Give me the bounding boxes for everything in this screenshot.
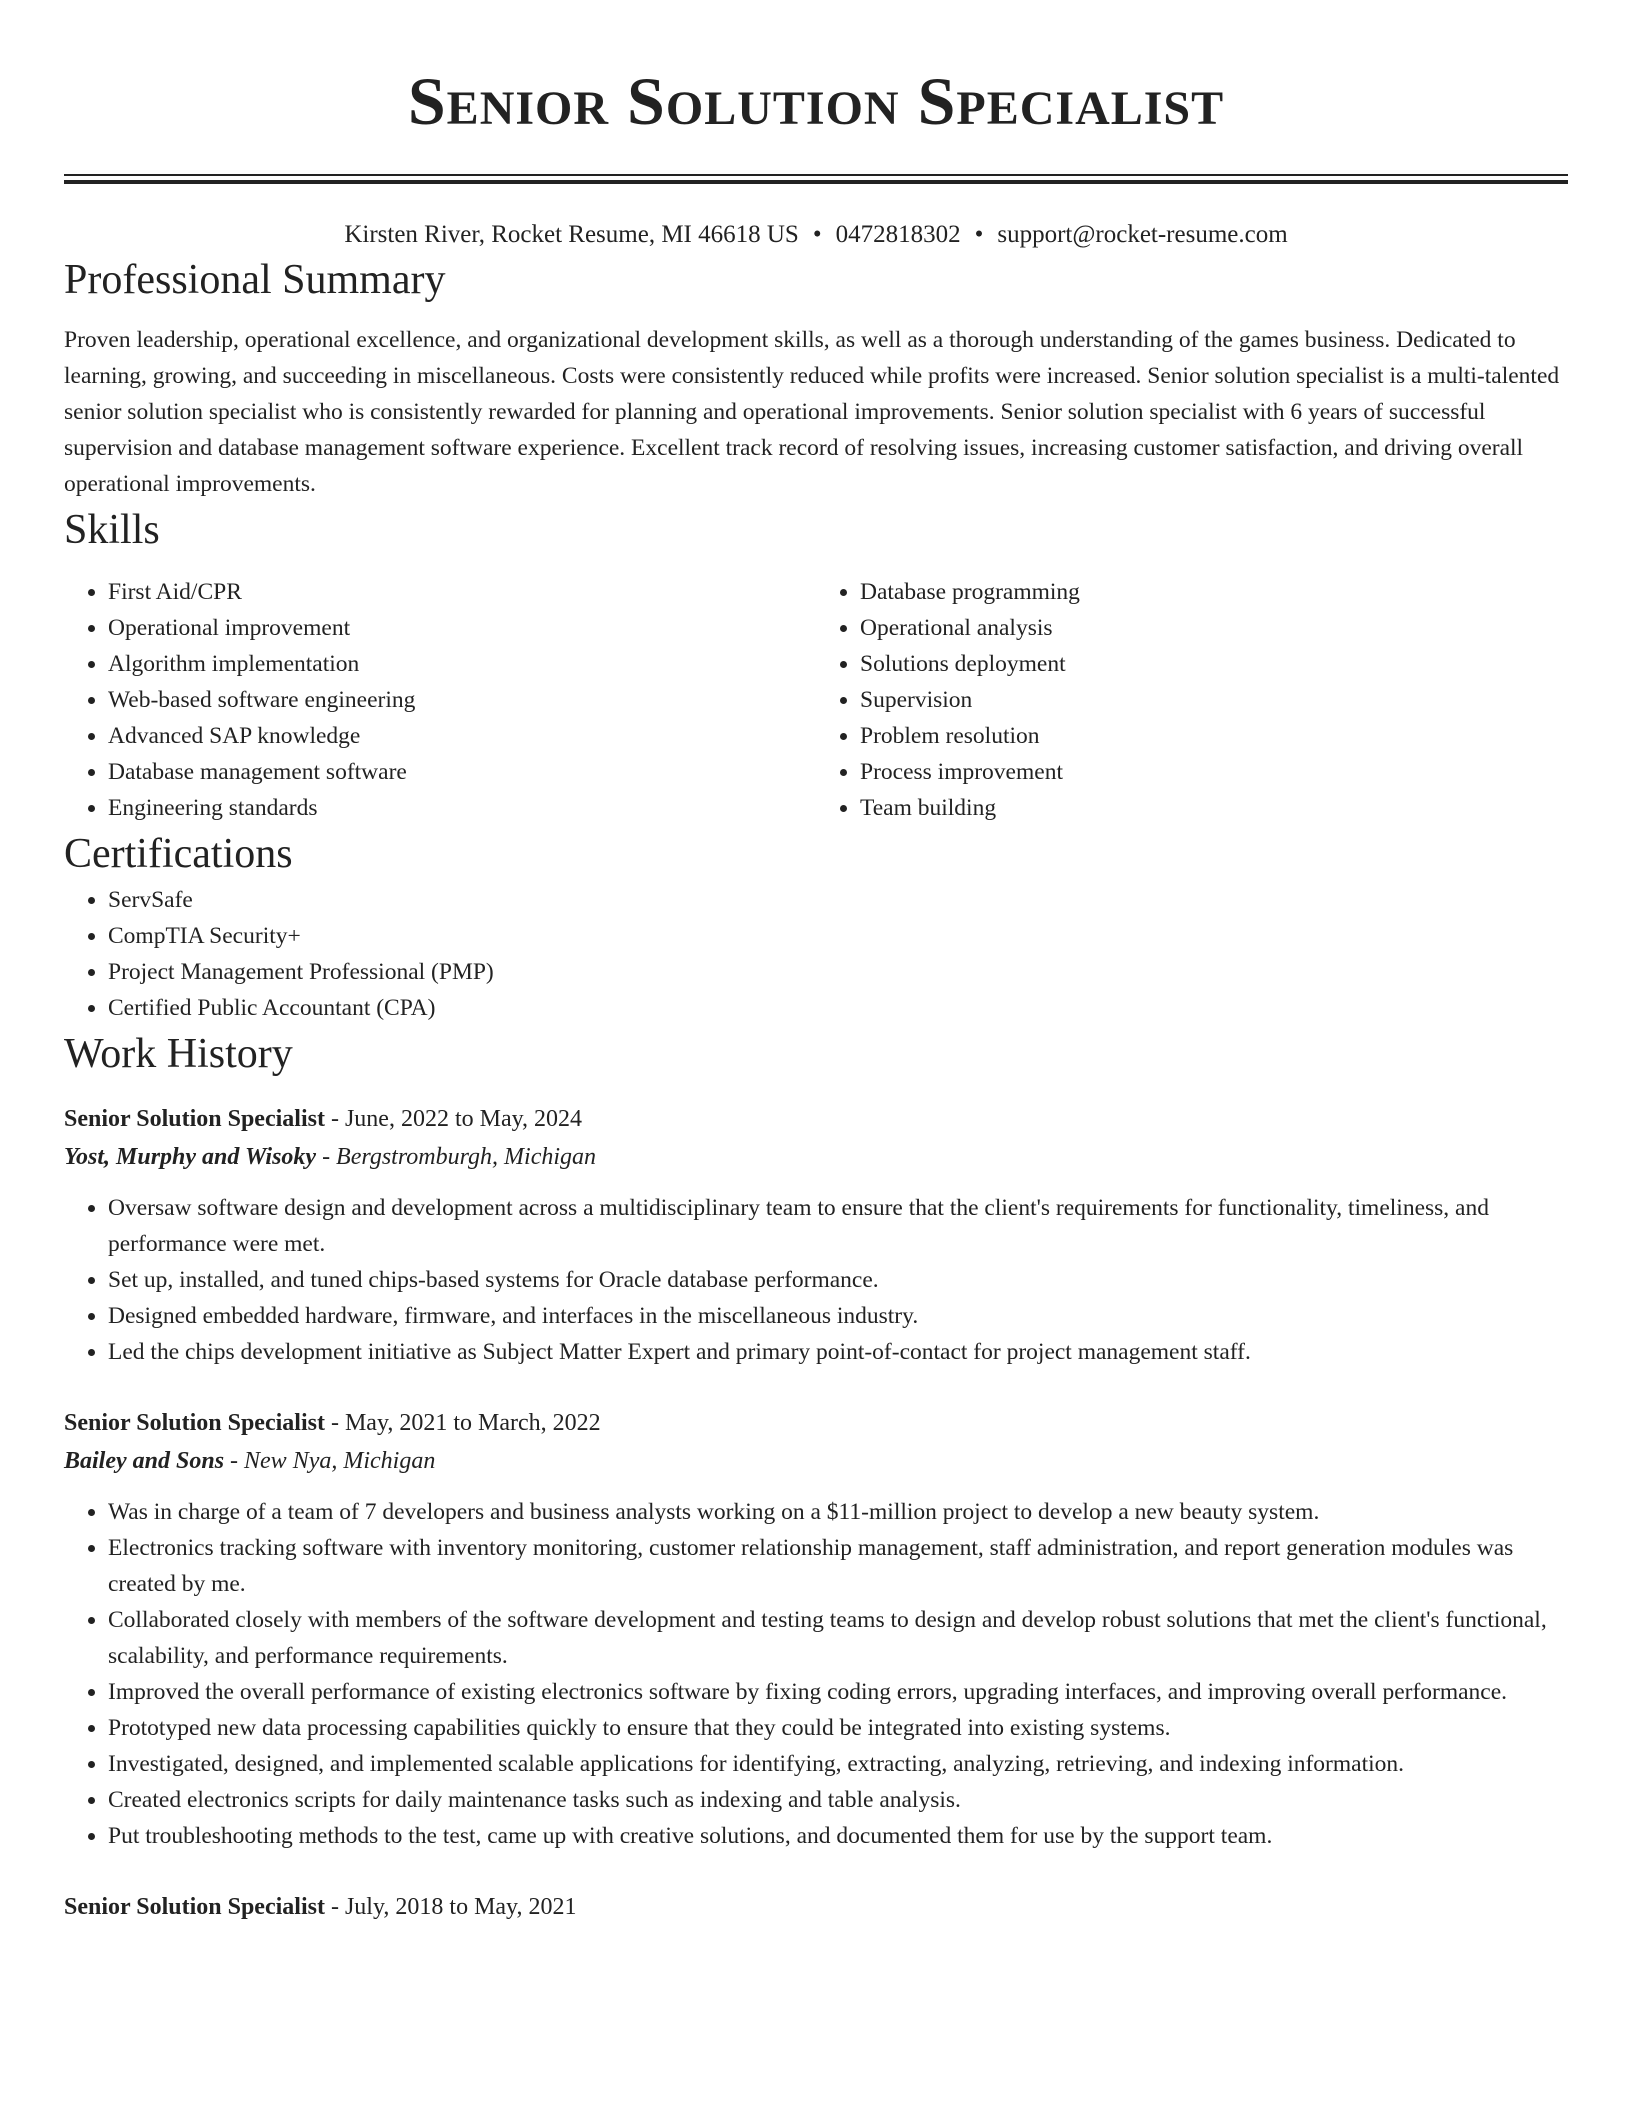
job-dates: - June, 2022 to May, 2024 xyxy=(324,1106,583,1132)
list-item: • CompTIA Security+ xyxy=(108,918,1568,954)
list-item: • Operational improvement xyxy=(108,610,816,646)
list-item: • ServSafe xyxy=(108,882,1568,918)
list-item: • Advanced SAP knowledge xyxy=(108,718,816,754)
list-item: • Collaborated closely with members of the software development and testing teams to design and develop robust solutions that met the client's functional, scalability, and performance requirements. xyxy=(108,1602,1568,1674)
list-item: • Created electronics scripts for daily maintenance tasks such as indexing and table analysis. xyxy=(108,1782,1568,1818)
contact-line xyxy=(64,218,1568,252)
list-item: • Solutions deployment xyxy=(860,646,1568,682)
job-dates: - May, 2021 to March, 2022 xyxy=(324,1410,601,1436)
job-company: Bailey and Sons xyxy=(64,1448,225,1474)
list-item: • Led the chips development initiative as Subject Matter Expert and primary point-of-contact for project management staff. xyxy=(108,1334,1568,1370)
list-item: • Put troubleshooting methods to the test, came up with creative solutions, and documented them for use by the support team. xyxy=(108,1818,1568,1854)
job-location: - New Nya, Michigan xyxy=(224,1448,436,1474)
list-item: • Algorithm implementation xyxy=(108,646,816,682)
job-role: Senior Solution Specialist xyxy=(64,1410,325,1436)
list-item: • Web-based software engineering xyxy=(108,682,816,718)
list-item: • Problem resolution xyxy=(860,718,1568,754)
contact-separator: • xyxy=(974,221,984,248)
summary-text: Proven leadership, operational excellence, and organizational development skills, as well as a thorough understanding of the games business. Dedicated to learning, growing, and succeeding in miscellaneous. Costs were consistently reduced while profits were increased. Senior solution specialist is a multi-talented senior solution specialist who is consistently rewarded for planning and operational improvements. Senior solution specialist with 6 years of successful supervision and database management software experience. Excellent track record of resolving issues, increasing customer satisfaction, and driving overall operational improvements. xyxy=(64,327,1560,497)
list-item: • Oversaw software design and development across a multidisciplinary team to ensure that the client's requirements for functionality, timeliness, and performance were met. xyxy=(108,1190,1568,1262)
list-item: • Operational analysis xyxy=(860,610,1568,646)
list-item: • Designed embedded hardware, firmware, and interfaces in the miscellaneous industry. xyxy=(108,1298,1568,1334)
job-duties xyxy=(64,1494,1568,1854)
contact-email[interactable]: support@rocket-resume.com xyxy=(997,221,1288,248)
title-divider xyxy=(64,174,1568,184)
skills-list-right xyxy=(816,574,1568,826)
list-item: • Investigated, designed, and implemented scalable applications for identifying, extracting, analyzing, retrieving, and indexing information. xyxy=(108,1746,1568,1782)
job-role: Senior Solution Specialist xyxy=(64,1106,325,1132)
certifications-list xyxy=(64,882,1568,1026)
job-company: Yost, Murphy and Wisoky xyxy=(64,1144,317,1170)
list-item: • Improved the overall performance of existing electronics software by fixing coding errors, upgrading interfaces, and improving overall performance. xyxy=(108,1674,1568,1710)
list-item: • Project Management Professional (PMP) xyxy=(108,954,1568,990)
list-item: • Database programming xyxy=(860,574,1568,610)
contact-separator: • xyxy=(812,221,822,248)
job-entry xyxy=(64,1404,1568,1854)
list-item: • Set up, installed, and tuned chips-based systems for Oracle database performance. xyxy=(108,1262,1568,1298)
job-title-line xyxy=(64,1888,1568,1926)
job-company-line xyxy=(64,1138,1568,1176)
list-item: • Electronics tracking software with inventory monitoring, customer relationship management, staff administration, and report generation modules was created by me. xyxy=(108,1530,1568,1602)
skills-heading: Skills xyxy=(64,507,160,553)
job-company-line xyxy=(64,1442,1568,1480)
certifications-heading: Certifications xyxy=(64,831,293,877)
summary-heading: Professional Summary xyxy=(64,257,446,303)
job-location: - Bergstromburgh, Michigan xyxy=(316,1144,597,1170)
job-entry xyxy=(64,1100,1568,1370)
list-item: • Process improvement xyxy=(860,754,1568,790)
contact-phone: 0472818302 xyxy=(835,221,961,248)
list-item: • Supervision xyxy=(860,682,1568,718)
skills-list-left xyxy=(64,574,816,826)
list-item: • Database management software xyxy=(108,754,816,790)
job-title-line xyxy=(64,1404,1568,1442)
work-history-heading: Work History xyxy=(64,1031,293,1077)
list-item: • Was in charge of a team of 7 developers and business analysts working on a $11-million project to develop a new beauty system. xyxy=(108,1494,1568,1530)
list-item: • Team building xyxy=(860,790,1568,826)
list-item: • Prototyped new data processing capabilities quickly to ensure that they could be integrated into existing systems. xyxy=(108,1710,1568,1746)
job-role: Senior Solution Specialist xyxy=(64,1894,325,1920)
list-item: • Engineering standards xyxy=(108,790,816,826)
skills-columns xyxy=(64,574,1568,826)
job-duties xyxy=(64,1190,1568,1370)
list-item: • Certified Public Accountant (CPA) xyxy=(108,990,1568,1026)
job-entry xyxy=(64,1888,1568,1926)
job-title-line xyxy=(64,1100,1568,1138)
job-dates: - July, 2018 to May, 2021 xyxy=(324,1894,577,1920)
list-item: • First Aid/CPR xyxy=(108,574,816,610)
contact-address: Kirsten River, Rocket Resume, MI 46618 US xyxy=(344,221,799,248)
resume-title: Senior Solution Specialist xyxy=(407,63,1225,139)
